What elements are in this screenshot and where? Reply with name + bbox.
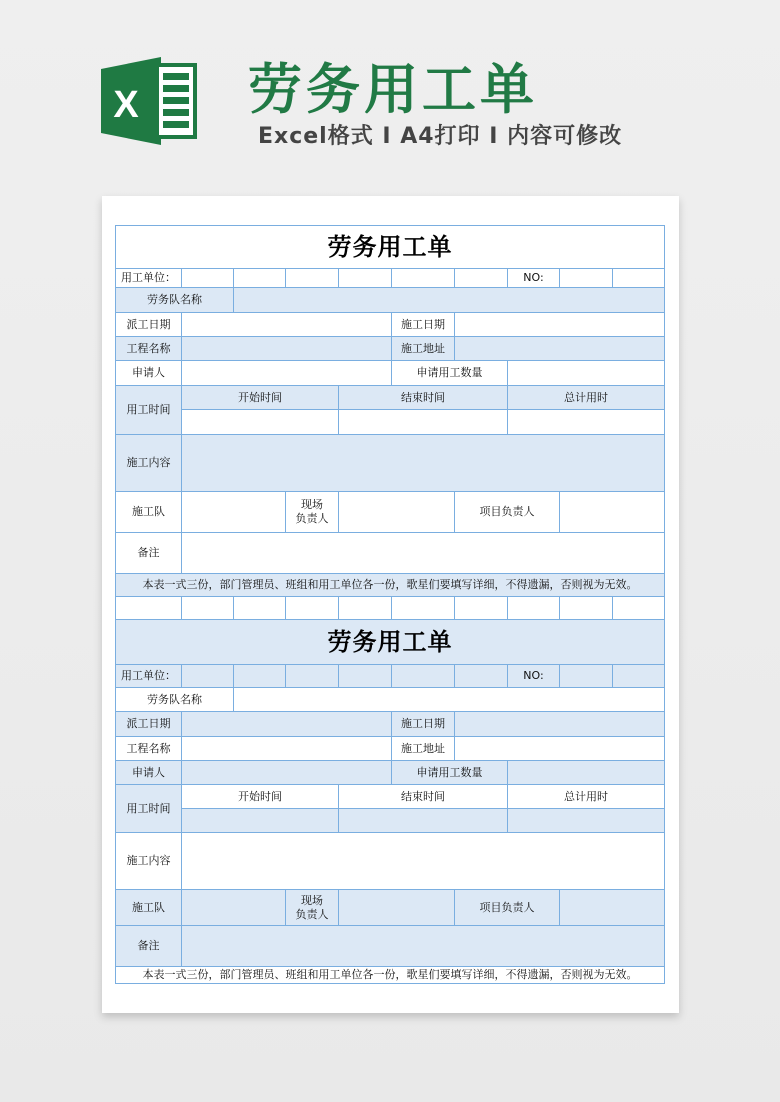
project-manager-label: 项目负责人 <box>455 890 560 926</box>
applicant-label: 申请人 <box>116 761 182 785</box>
requested-workers-label: 申请用工数量 <box>392 361 508 386</box>
form-title: 劳务用工单 <box>116 226 665 269</box>
project-name-label: 工程名称 <box>116 737 182 761</box>
site-manager-label: 现场 负责人 <box>286 492 339 533</box>
work-time-label: 用工时间 <box>116 785 182 833</box>
employer-cell[interactable] <box>455 665 508 688</box>
end-time-label: 结束时间 <box>339 785 508 809</box>
blank-cell[interactable] <box>234 597 286 620</box>
svg-text:X: X <box>113 84 139 126</box>
blank-cell[interactable] <box>508 597 560 620</box>
remarks-field[interactable] <box>182 533 665 574</box>
blank-cell[interactable] <box>182 597 234 620</box>
crew-field[interactable] <box>182 890 286 926</box>
applicant-field[interactable] <box>182 361 392 386</box>
start-time-label: 开始时间 <box>182 785 339 809</box>
dispatch-date-field[interactable] <box>182 313 392 337</box>
crew-field[interactable] <box>182 492 286 533</box>
work-content-field[interactable] <box>182 833 665 890</box>
no-cell[interactable] <box>613 665 665 688</box>
construction-address-label: 施工地址 <box>392 337 455 361</box>
team-name-field[interactable] <box>234 688 665 712</box>
construction-address-field[interactable] <box>455 337 665 361</box>
form-note: 本表一式三份，部门管理员、班组和用工单位各一份，歌星们要填写详细，不得遗漏，否则视为无效。 <box>116 967 665 984</box>
crew-label: 施工队 <box>116 890 182 926</box>
site-manager-field[interactable] <box>339 492 455 533</box>
start-time-field[interactable] <box>182 809 339 833</box>
form-title: 劳务用工单 <box>116 620 665 665</box>
team-name-label: 劳务队名称 <box>116 688 234 712</box>
no-cell[interactable] <box>613 269 665 288</box>
end-time-label: 结束时间 <box>339 386 508 410</box>
blank-cell[interactable] <box>339 597 392 620</box>
excel-icon <box>101 57 198 145</box>
site-manager-field[interactable] <box>339 890 455 926</box>
blank-cell[interactable] <box>613 597 665 620</box>
project-name-label: 工程名称 <box>116 337 182 361</box>
remarks-field[interactable] <box>182 926 665 967</box>
construction-address-label: 施工地址 <box>392 737 455 761</box>
work-time-label: 用工时间 <box>116 386 182 435</box>
blank-cell[interactable] <box>560 597 613 620</box>
applicant-field[interactable] <box>182 761 392 785</box>
site-manager-label: 现场 负责人 <box>286 890 339 926</box>
employer-cell[interactable] <box>182 665 234 688</box>
no-label: NO: <box>508 665 560 688</box>
start-time-label: 开始时间 <box>182 386 339 410</box>
employer-cell[interactable] <box>392 269 455 288</box>
project-name-field[interactable] <box>182 337 392 361</box>
employer-cell[interactable] <box>339 665 392 688</box>
blank-cell[interactable] <box>455 597 508 620</box>
remarks-label: 备注 <box>116 533 182 574</box>
requested-workers-field[interactable] <box>508 761 665 785</box>
labor-form-2 <box>115 619 665 984</box>
work-content-label: 施工内容 <box>116 833 182 890</box>
no-cell[interactable] <box>560 665 613 688</box>
employer-cell[interactable] <box>392 665 455 688</box>
hero-subtitle: Excel格式 I A4打印 I 内容可修改 <box>258 124 623 149</box>
project-name-field[interactable] <box>182 737 392 761</box>
project-manager-field[interactable] <box>560 492 665 533</box>
requested-workers-label: 申请用工数量 <box>392 761 508 785</box>
end-time-field[interactable] <box>339 809 508 833</box>
total-hours-field[interactable] <box>508 410 665 435</box>
no-label: NO: <box>508 269 560 288</box>
blank-cell[interactable] <box>286 597 339 620</box>
dispatch-date-label: 派工日期 <box>116 712 182 737</box>
employer-cell[interactable] <box>455 269 508 288</box>
team-name-label: 劳务队名称 <box>116 288 234 313</box>
requested-workers-field[interactable] <box>508 361 665 386</box>
hero-title: 劳务用工单 <box>248 58 538 121</box>
project-manager-label: 项目负责人 <box>455 492 560 533</box>
total-hours-label: 总计用时 <box>508 785 665 809</box>
remarks-label: 备注 <box>116 926 182 967</box>
employer-cell[interactable] <box>339 269 392 288</box>
dispatch-date-label: 派工日期 <box>116 313 182 337</box>
no-cell[interactable] <box>560 269 613 288</box>
blank-cell[interactable] <box>116 597 182 620</box>
employer-cell[interactable] <box>234 665 286 688</box>
blank-cell[interactable] <box>392 597 455 620</box>
start-time-field[interactable] <box>182 410 339 435</box>
team-name-field[interactable] <box>234 288 665 313</box>
construction-address-field[interactable] <box>455 737 665 761</box>
dispatch-date-field[interactable] <box>182 712 392 737</box>
construction-date-label: 施工日期 <box>392 313 455 337</box>
work-content-field[interactable] <box>182 435 665 492</box>
construction-date-label: 施工日期 <box>392 712 455 737</box>
labor-form-1 <box>115 225 665 620</box>
employer-cell[interactable] <box>286 269 339 288</box>
construction-date-field[interactable] <box>455 712 665 737</box>
employer-cell[interactable] <box>286 665 339 688</box>
construction-date-field[interactable] <box>455 313 665 337</box>
crew-label: 施工队 <box>116 492 182 533</box>
employer-cell[interactable] <box>182 269 234 288</box>
employer-label: 用工单位： <box>116 665 182 688</box>
employer-cell[interactable] <box>234 269 286 288</box>
total-hours-field[interactable] <box>508 809 665 833</box>
end-time-field[interactable] <box>339 410 508 435</box>
work-content-label: 施工内容 <box>116 435 182 492</box>
employer-label: 用工单位： <box>116 269 182 288</box>
applicant-label: 申请人 <box>116 361 182 386</box>
form-note: 本表一式三份，部门管理员、班组和用工单位各一份，歌星们要填写详细，不得遗漏，否则视为无效。 <box>116 574 665 597</box>
total-hours-label: 总计用时 <box>508 386 665 410</box>
project-manager-field[interactable] <box>560 890 665 926</box>
